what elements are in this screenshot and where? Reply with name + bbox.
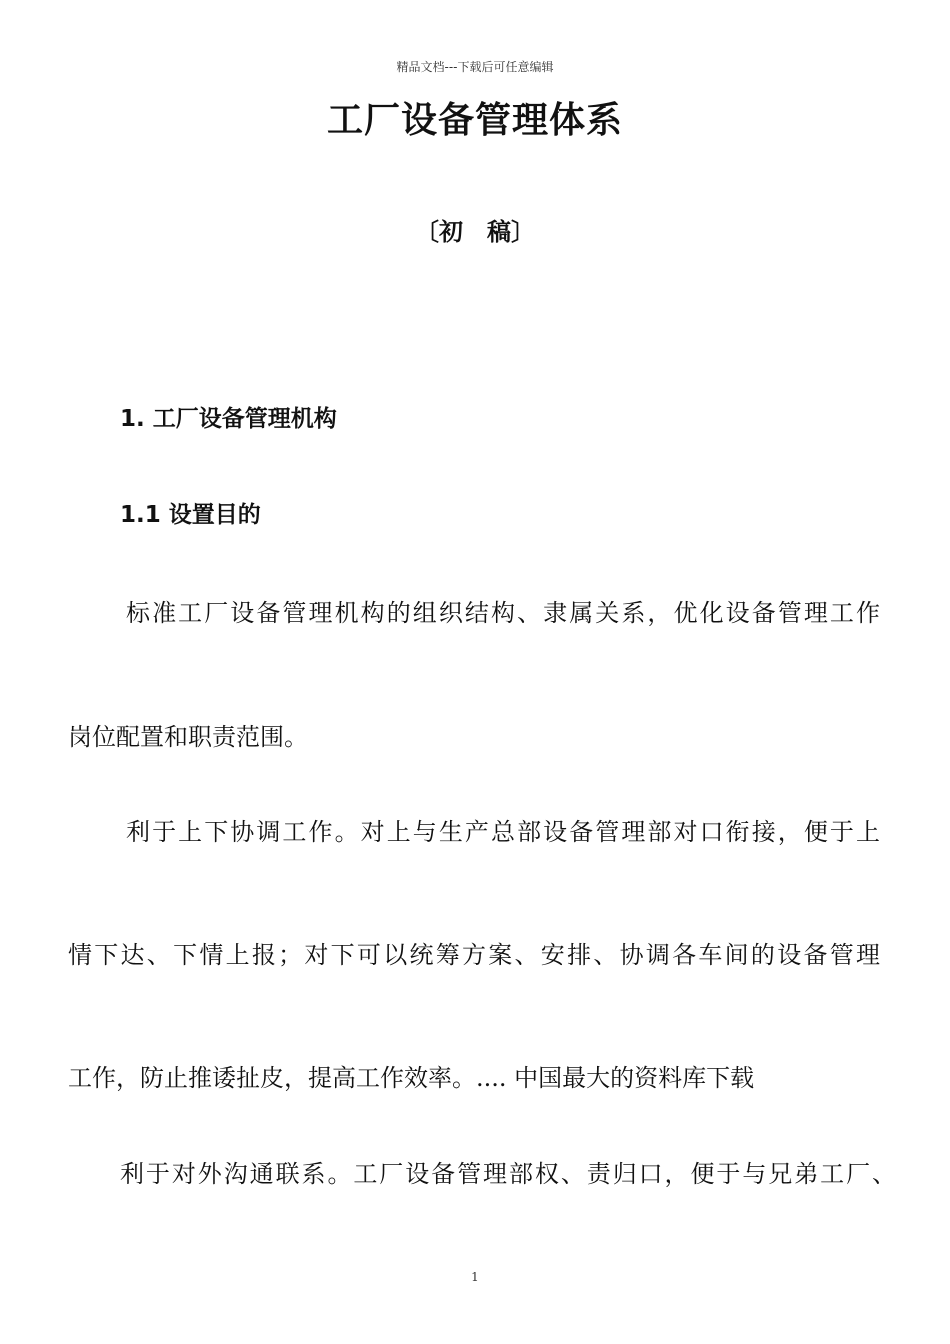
document-title: 工厂设备管理体系 xyxy=(326,100,623,141)
section-heading-1: 1. 工厂设备管理机构 xyxy=(120,406,337,432)
paragraph-3-line-1: 利于对外沟通联系。工厂设备管理部权、责归口，便于与兄弟工厂、 xyxy=(120,1160,896,1188)
paragraph-2-line-2: 情下达、下情上报；对下可以统筹方案、安排、协调各车间的设备管理 xyxy=(68,941,880,969)
paragraph-2-line-1: 利于上下协调工作。对上与生产总部设备管理部对口衔接，便于上 xyxy=(126,818,880,846)
paragraph-1-line-2: 岗位配置和职责范围。 xyxy=(68,723,308,751)
document-subtitle: 〔初 稿〕 xyxy=(415,218,535,246)
paragraph-2-line-3: 工作，防止推诿扯皮，提高工作效率。.... 中国最大的资料库下载 xyxy=(68,1064,755,1092)
page-number: 1 xyxy=(471,1270,479,1284)
page-header: 精品文档---下载后可任意编辑 xyxy=(396,60,554,74)
paragraph-1-line-1: 标准工厂设备管理机构的组织结构、隶属关系，优化设备管理工作 xyxy=(126,599,880,627)
subsection-heading-1-1: 1.1 设置目的 xyxy=(120,502,261,528)
